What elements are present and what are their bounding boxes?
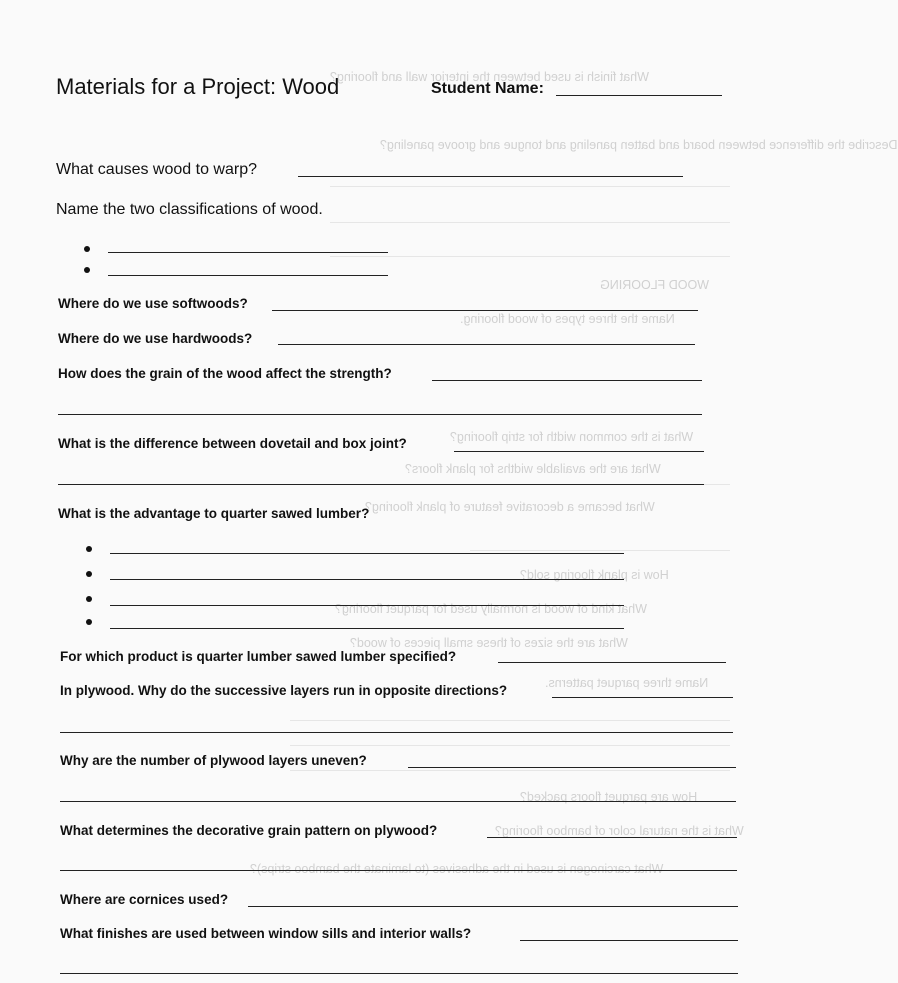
question-hardwoods: Where do we use hardwoods? xyxy=(58,331,253,346)
bullet-icon xyxy=(86,619,92,625)
question-plywood-uneven: Why are the number of plywood layers uneven? xyxy=(60,753,367,768)
bullet-icon xyxy=(86,571,92,577)
answer-line-advantage-2[interactable] xyxy=(110,579,624,580)
question-quarter-advantage: What is the advantage to quarter sawed lumber? xyxy=(58,506,370,521)
answer-line-advantage-3[interactable] xyxy=(110,605,624,606)
answer-line-grain-1[interactable] xyxy=(432,380,702,381)
question-classifications: Name the two classifications of wood. xyxy=(56,201,323,218)
answer-line-grain-2[interactable] xyxy=(58,414,702,415)
bullet-icon xyxy=(86,546,92,552)
answer-line-quarter-product[interactable] xyxy=(498,662,726,663)
answer-line-plywood-uneven-2[interactable] xyxy=(60,801,736,802)
answer-line-classification-1[interactable] xyxy=(108,252,388,253)
question-quarter-product: For which product is quarter lumber sawed lumber specified? xyxy=(60,649,457,664)
student-name-label: Student Name: xyxy=(431,80,544,97)
answer-line-finishes-1[interactable] xyxy=(520,940,738,941)
answer-line-finishes-2[interactable] xyxy=(60,973,738,974)
question-cornices: Where are cornices used? xyxy=(60,892,229,907)
worksheet-title: Materials for a Project: Wood xyxy=(56,74,340,99)
answer-line-advantage-4[interactable] xyxy=(110,628,624,629)
answer-line-plywood-grain-2[interactable] xyxy=(60,870,737,871)
answer-line-hardwoods[interactable] xyxy=(278,344,695,345)
question-finishes: What finishes are used between window sills and interior walls? xyxy=(60,926,472,941)
question-softwoods: Where do we use softwoods? xyxy=(58,296,248,311)
answer-line-dovetail-2[interactable] xyxy=(58,484,704,485)
question-plywood-layers: In plywood. Why do the successive layers run in opposite directions? xyxy=(60,683,508,698)
question-dovetail: What is the difference between dovetail and box joint? xyxy=(58,436,407,451)
answer-line-cornices[interactable] xyxy=(248,906,738,907)
bullet-icon xyxy=(86,596,92,602)
question-plywood-grain: What determines the decorative grain pattern on plywood? xyxy=(60,823,438,838)
question-warp: What causes wood to warp? xyxy=(56,161,257,178)
answer-line-plywood-layers-2[interactable] xyxy=(60,732,733,733)
answer-line-warp[interactable] xyxy=(298,176,683,177)
answer-line-plywood-layers-1[interactable] xyxy=(552,697,733,698)
answer-line-advantage-1[interactable] xyxy=(110,553,624,554)
answer-line-classification-2[interactable] xyxy=(108,275,388,276)
student-name-line[interactable] xyxy=(556,95,722,96)
answer-line-dovetail-1[interactable] xyxy=(454,451,704,452)
question-grain: How does the grain of the wood affect the strength? xyxy=(58,366,392,381)
bullet-icon xyxy=(84,246,90,252)
answer-line-softwoods[interactable] xyxy=(272,310,698,311)
bullet-icon xyxy=(84,267,90,273)
answer-line-plywood-uneven-1[interactable] xyxy=(408,767,736,768)
answer-line-plywood-grain-1[interactable] xyxy=(487,837,737,838)
